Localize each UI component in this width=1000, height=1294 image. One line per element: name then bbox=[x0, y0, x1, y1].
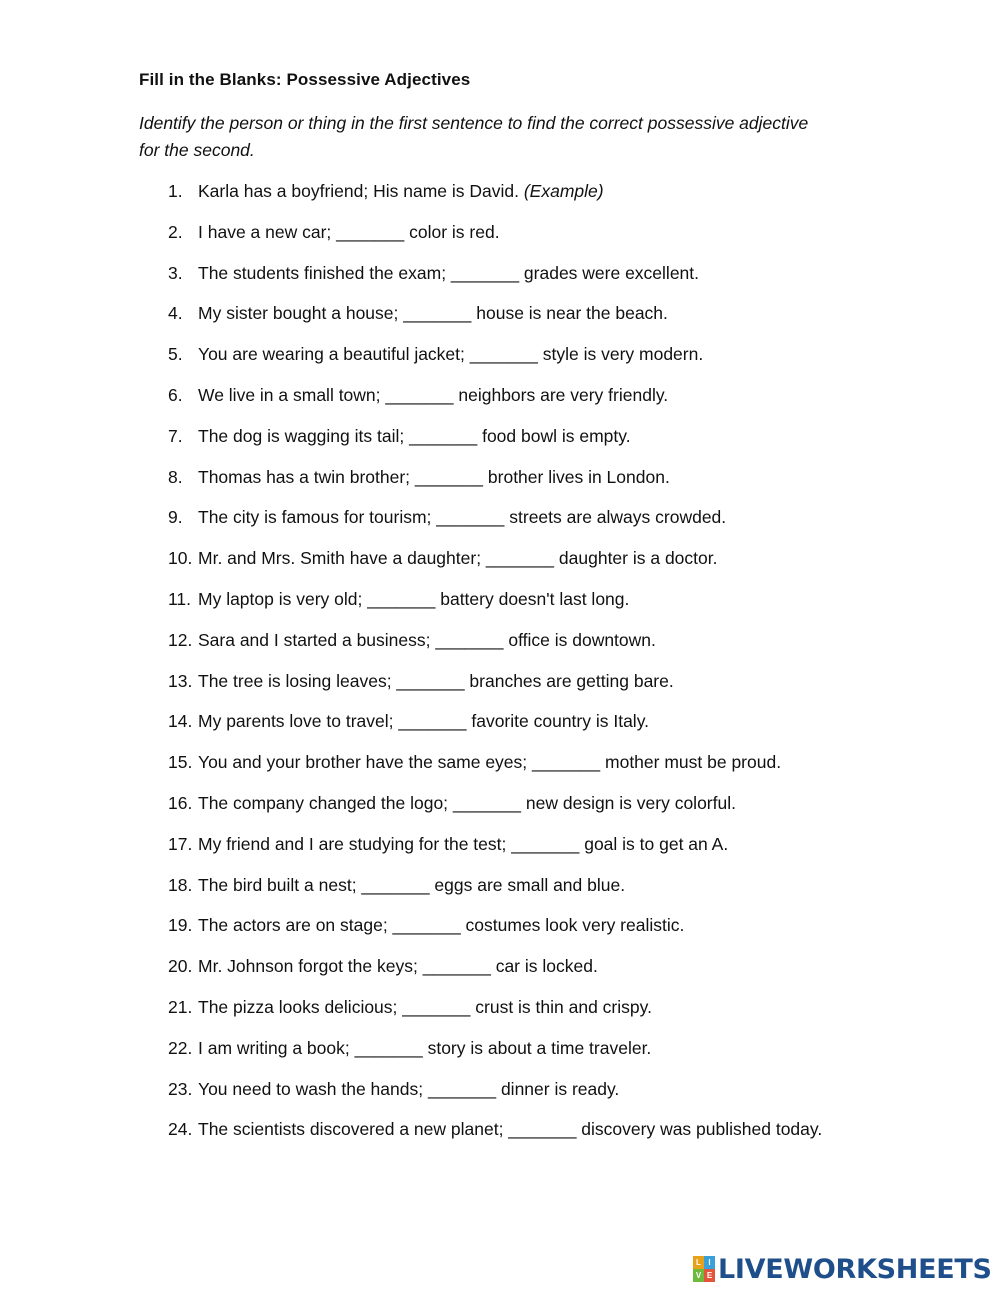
question-text: We live in a small town; _______ neighbors are very friendly. bbox=[198, 384, 669, 405]
question-text: My sister bought a house; _______ house is near the beach. bbox=[198, 303, 668, 324]
question-text: The city is famous for tourism; _______ streets are always crowded. bbox=[198, 507, 727, 528]
question-item bbox=[0, 464, 1000, 505]
logo-mark-icon bbox=[693, 1256, 715, 1282]
logo-letter-i: I bbox=[704, 1256, 715, 1269]
question-item bbox=[0, 790, 1000, 831]
question-number: 8. bbox=[168, 466, 183, 487]
question-item bbox=[0, 586, 1000, 627]
question-item bbox=[0, 1035, 1000, 1076]
question-item bbox=[0, 382, 1000, 423]
question-item bbox=[0, 219, 1000, 260]
question-item bbox=[0, 545, 1000, 586]
question-item bbox=[0, 260, 1000, 301]
question-number: 3. bbox=[168, 262, 183, 283]
question-number: 24. bbox=[168, 1119, 193, 1140]
question-number: 16. bbox=[168, 792, 193, 813]
question-item bbox=[0, 300, 1000, 341]
question-item bbox=[0, 627, 1000, 668]
question-item bbox=[0, 708, 1000, 749]
question-number: 2. bbox=[168, 221, 183, 242]
question-item bbox=[0, 504, 1000, 545]
question-item bbox=[0, 423, 1000, 464]
question-item bbox=[0, 953, 1000, 994]
question-number: 21. bbox=[168, 996, 193, 1017]
question-text: My laptop is very old; _______ battery doesn't last long. bbox=[198, 588, 630, 609]
question-number: 11. bbox=[168, 588, 192, 609]
question-text: The scientists discovered a new planet; _______ discovery was published today. bbox=[198, 1119, 823, 1140]
question-number: 18. bbox=[168, 874, 193, 895]
question-item bbox=[0, 341, 1000, 382]
logo-letter-e: E bbox=[704, 1269, 715, 1282]
question-item bbox=[0, 912, 1000, 953]
question-number: 17. bbox=[168, 833, 193, 854]
logo-letter-l: L bbox=[693, 1256, 704, 1269]
worksheet-title: Fill in the Blanks: Possessive Adjectives bbox=[139, 70, 471, 89]
question-item bbox=[0, 178, 1000, 219]
question-number: 9. bbox=[168, 507, 183, 528]
question-number: 1. bbox=[168, 181, 183, 201]
question-text: The actors are on stage; _______ costumes look very realistic. bbox=[198, 915, 685, 936]
question-number: 4. bbox=[168, 303, 183, 324]
question-text: Karla has a boyfriend; His name is David. (Example) bbox=[198, 181, 604, 201]
liveworksheets-logo bbox=[693, 1252, 992, 1286]
logo-letter-v: V bbox=[693, 1269, 704, 1282]
question-text: I am writing a book; _______ story is about a time traveler. bbox=[198, 1037, 652, 1058]
question-number: 19. bbox=[168, 915, 193, 936]
question-text: Sara and I started a business; _______ office is downtown. bbox=[198, 629, 656, 650]
question-number: 23. bbox=[168, 1078, 193, 1099]
question-text: The company changed the logo; _______ new design is very colorful. bbox=[198, 792, 736, 813]
question-text: I have a new car; _______ color is red. bbox=[198, 221, 500, 242]
question-number: 13. bbox=[168, 670, 193, 691]
question-item bbox=[0, 1076, 1000, 1117]
question-number: 7. bbox=[168, 425, 183, 446]
question-item bbox=[0, 1116, 1000, 1157]
question-item bbox=[0, 872, 1000, 913]
question-number: 15. bbox=[168, 752, 193, 773]
question-text: Mr. Johnson forgot the keys; _______ car is locked. bbox=[198, 956, 598, 977]
question-text: The pizza looks delicious; _______ crust is thin and crispy. bbox=[198, 996, 652, 1017]
question-item bbox=[0, 749, 1000, 790]
question-item bbox=[0, 994, 1000, 1035]
question-text: My parents love to travel; _______ favorite country is Italy. bbox=[198, 711, 650, 732]
question-number: 14. bbox=[168, 711, 193, 732]
question-number: 5. bbox=[168, 344, 183, 365]
question-text: The tree is losing leaves; _______ branches are getting bare. bbox=[198, 670, 674, 691]
question-text: Thomas has a twin brother; _______ brother lives in London. bbox=[198, 466, 670, 487]
question-number: 6. bbox=[168, 384, 183, 405]
question-text: You are wearing a beautiful jacket; _______ style is very modern. bbox=[198, 344, 704, 365]
question-text: My friend and I are studying for the test; _______ goal is to get an A. bbox=[198, 833, 729, 854]
question-text: The students finished the exam; _______ grades were excellent. bbox=[198, 262, 700, 283]
question-text: The dog is wagging its tail; _______ food bowl is empty. bbox=[198, 425, 631, 446]
question-text: You need to wash the hands; _______ dinner is ready. bbox=[198, 1078, 620, 1099]
question-number: 20. bbox=[168, 956, 193, 977]
question-number: 10. bbox=[168, 548, 193, 569]
question-text: You and your brother have the same eyes; _______ mother must be proud. bbox=[198, 752, 782, 773]
example-note: (Example) bbox=[518, 181, 604, 201]
question-number: 12. bbox=[168, 629, 193, 650]
question-list bbox=[0, 178, 1000, 1157]
question-item bbox=[0, 831, 1000, 872]
question-text: The bird built a nest; _______ eggs are small and blue. bbox=[198, 874, 626, 895]
question-text: Mr. and Mrs. Smith have a daughter; _______ daughter is a doctor. bbox=[198, 548, 718, 569]
question-item bbox=[0, 668, 1000, 709]
question-number: 22. bbox=[168, 1037, 193, 1058]
logo-wordmark: LIVEWORKSHEETS bbox=[718, 1253, 992, 1285]
worksheet-instructions: Identify the person or thing in the first sentence to find the correct possessive adjective for the second. bbox=[139, 113, 809, 160]
